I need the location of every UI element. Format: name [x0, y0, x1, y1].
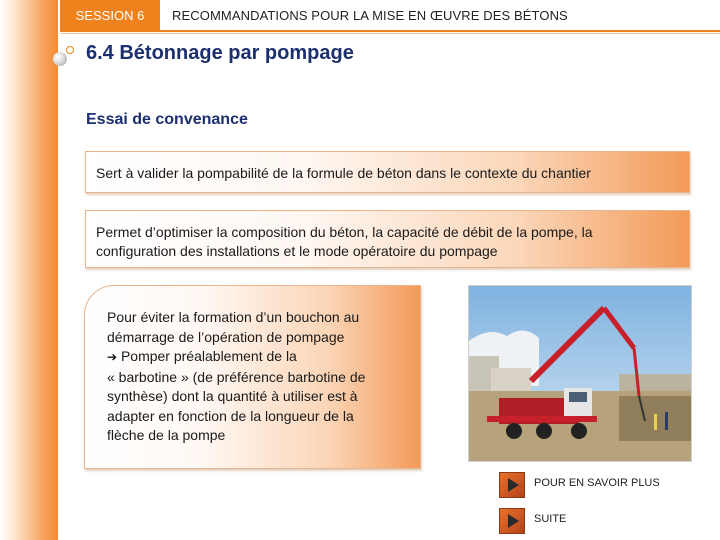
- barbotine-line-7: flèche de la pompe: [107, 427, 226, 443]
- page-title: 6.4 Bétonnage par pompage: [86, 42, 354, 64]
- barbotine-line-4: « barbotine » (de préférence barbotine de: [107, 368, 366, 385]
- info-box-validation-text: Sert à valider la pompabilité de la formule de béton dans le contexte du chantier: [96, 165, 591, 181]
- barbotine-line-1: Pour éviter la formation d’un bouchon au: [107, 309, 360, 325]
- bullet-ball-icon: [53, 52, 67, 66]
- info-box-optimisation-line-2: configuration des installations et le mode opératoire du pompage: [96, 243, 498, 259]
- worker: [654, 414, 657, 430]
- truck-outrigger: [487, 416, 597, 422]
- more-info-label[interactable]: POUR EN SAVOIR PLUS: [534, 477, 660, 489]
- barbotine-line-6: adapter en fonction de la longueur de la: [107, 407, 354, 424]
- arrow-right-icon: ➔: [107, 350, 118, 364]
- header-divider: [60, 30, 720, 32]
- worker-2: [665, 412, 668, 430]
- truck-wheel-2: [536, 423, 552, 439]
- sidebar-gradient: [0, 0, 58, 540]
- more-info-button[interactable]: [499, 472, 525, 498]
- next-button[interactable]: [499, 508, 525, 534]
- section-subtitle: Essai de convenance: [86, 111, 248, 128]
- session-tab: [60, 0, 160, 30]
- info-box-barbotine: [84, 285, 421, 469]
- barbotine-line-3-text: Pomper préalablement de la: [120, 348, 297, 364]
- info-box-validation: [85, 151, 690, 193]
- next-label[interactable]: SUITE: [534, 513, 567, 525]
- header-title: RECOMMANDATIONS POUR LA MISE EN ŒUVRE DES BÉTONS: [172, 8, 568, 23]
- truck-wheel-3: [571, 423, 587, 439]
- barbotine-line-2: démarrage de l’opération de pompage: [107, 328, 345, 345]
- barbotine-line-3: [107, 347, 408, 368]
- concrete-pump-truck-photo: [468, 285, 692, 462]
- truck-window: [569, 392, 587, 402]
- truck-wheel-1: [506, 423, 522, 439]
- info-box-optimisation-line-1: Permet d’optimiser la composition du béton, la capacité de débit de la pompe, la: [96, 224, 593, 240]
- header-divider-thin: [60, 33, 720, 34]
- pump-truck-illustration: [469, 286, 691, 461]
- barbotine-line-5: synthèse) dont la quantité à utiliser est à: [107, 388, 358, 404]
- session-label: SESSION 6: [75, 7, 145, 23]
- info-box-optimisation: [85, 210, 690, 268]
- bullet-ring-icon: [66, 46, 74, 54]
